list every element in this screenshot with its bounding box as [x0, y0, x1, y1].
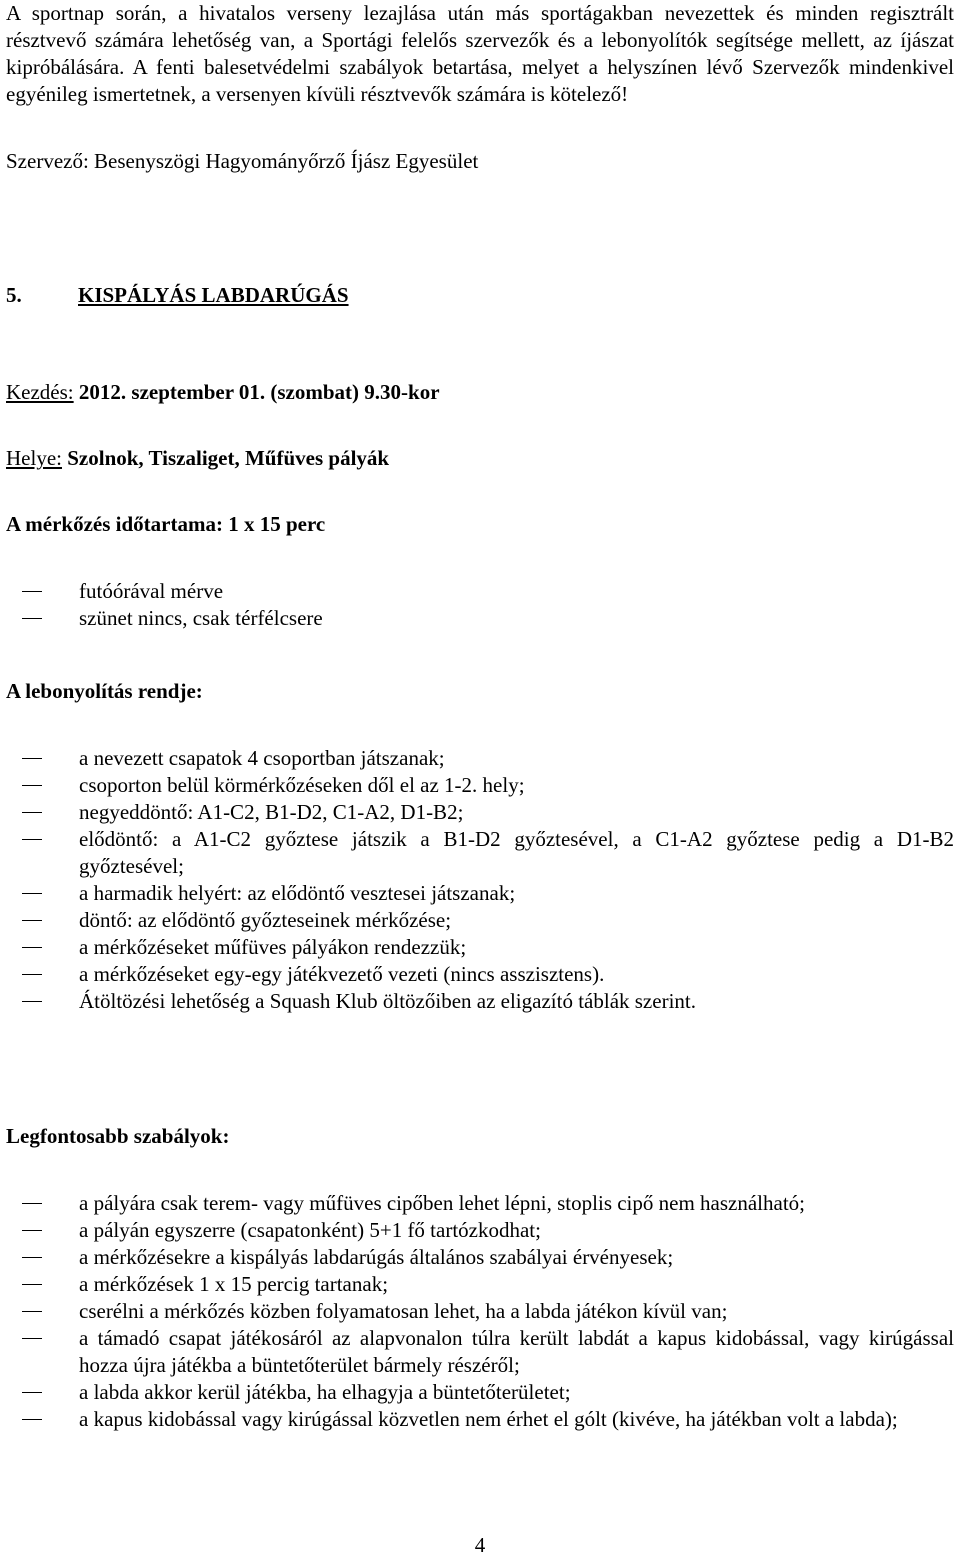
dash-bullet-icon [22, 974, 42, 975]
start-label: Kezdés: [6, 380, 74, 404]
schedule-heading: A lebonyolítás rendje: [6, 679, 203, 703]
dash-bullet-icon [22, 1230, 42, 1231]
list-item: elődöntő: a A1-C2 győztese játszik a B1-D2 győztesével, a C1-A2 győztese pedig a D1-B2 győztesével; [6, 826, 954, 880]
dash-bullet-icon [22, 785, 42, 786]
rules-heading: Legfontosabb szabályok: [6, 1124, 230, 1148]
dash-bullet-icon [22, 839, 42, 840]
list-item: a pályára csak terem- vagy műfüves cipőben lehet lépni, stoplis cipő nem használható; [6, 1190, 954, 1217]
list-item: futóórával mérve [6, 578, 954, 605]
list-item: Átöltözési lehetőség a Squash Klub öltözőiben az eligazító táblák szerint. [6, 988, 954, 1015]
section-heading [6, 282, 349, 309]
list-item: a harmadik helyért: az elődöntő vesztesei játszanak; [6, 880, 954, 907]
rules-list [6, 1190, 954, 1433]
duration-line: A mérkőzés időtartama: 1 x 15 perc [6, 512, 326, 536]
list-item: a labda akkor kerül játékba, ha elhagyja a büntetőterületet; [6, 1379, 954, 1406]
schedule-list [6, 745, 954, 1015]
dash-bullet-icon [22, 1392, 42, 1393]
page-number: 4 [474, 1533, 486, 1557]
place-line [6, 445, 389, 472]
dash-bullet-icon [22, 1001, 42, 1002]
list-item: a támadó csapat játékosáról az alapvonalon túlra került labdát a kapus kidobással, vagy kirúgással hozza újra játékba a büntetőterület bármely részéről; [6, 1325, 954, 1379]
list-item: a mérkőzésekre a kispályás labdarúgás általános szabályai érvényesek; [6, 1244, 954, 1271]
duration-notes-list [6, 578, 954, 632]
list-item: a mérkőzéseket egy-egy játékvezető vezeti (nincs asszisztens). [6, 961, 954, 988]
dash-bullet-icon [22, 1257, 42, 1258]
place-value: Szolnok, Tiszaliget, Műfüves pályák [67, 446, 390, 470]
dash-bullet-icon [22, 1338, 42, 1339]
list-item: negyeddöntő: A1-C2, B1-D2, C1-A2, D1-B2; [6, 799, 954, 826]
dash-bullet-icon [22, 1311, 42, 1312]
place-label: Helye: [6, 446, 62, 470]
list-item: döntő: az elődöntő győzteseinek mérkőzése; [6, 907, 954, 934]
dash-bullet-icon [22, 812, 42, 813]
section-title: KISPÁLYÁS LABDARÚGÁS [78, 283, 349, 307]
organizer-line: Szervező: Besenyszögi Hagyományőrző Íjász Egyesület [6, 149, 479, 173]
list-item: a nevezett csapatok 4 csoportban játszanak; [6, 745, 954, 772]
start-line [6, 379, 440, 406]
dash-bullet-icon [22, 591, 42, 592]
list-item: a mérkőzéseket műfüves pályákon rendezzük; [6, 934, 954, 961]
dash-bullet-icon [22, 920, 42, 921]
dash-bullet-icon [22, 1203, 42, 1204]
dash-bullet-icon [22, 1419, 42, 1420]
list-item: a mérkőzések 1 x 15 percig tartanak; [6, 1271, 954, 1298]
dash-bullet-icon [22, 893, 42, 894]
dash-bullet-icon [22, 1284, 42, 1285]
dash-bullet-icon [22, 618, 42, 619]
section-number: 5. [6, 283, 22, 307]
start-value: 2012. szeptember 01. (szombat) 9.30-kor [78, 380, 440, 404]
list-item: csoporton belül körmérkőzéseken dől el az 1-2. hely; [6, 772, 954, 799]
dash-bullet-icon [22, 758, 42, 759]
list-item: a pályán egyszerre (csapatonként) 5+1 fő tartózkodhat; [6, 1217, 954, 1244]
list-item: cserélni a mérkőzés közben folyamatosan lehet, ha a labda játékon kívül van; [6, 1298, 954, 1325]
dash-bullet-icon [22, 947, 42, 948]
list-item: a kapus kidobással vagy kirúgással közvetlen nem érhet el gólt (kivéve, ha játékban volt a labda); [6, 1406, 954, 1433]
intro-paragraph: A sportnap során, a hivatalos verseny lezajlása után más sportágakban nevezettek és minden regisztrált résztvevő számára lehetőség van, a Sportági felelős szervezők és a lebonyolítók segítsége mellett, az íjászat kipróbálására. A fenti balesetvédelmi szabályok betartása, melyet a helyszínen lévő Szervezők mindenkivel egyénileg ismertetnek, a versenyen kívüli résztvevők számára is kötelező! [6, 1, 954, 106]
list-item: szünet nincs, csak térfélcsere [6, 605, 954, 632]
